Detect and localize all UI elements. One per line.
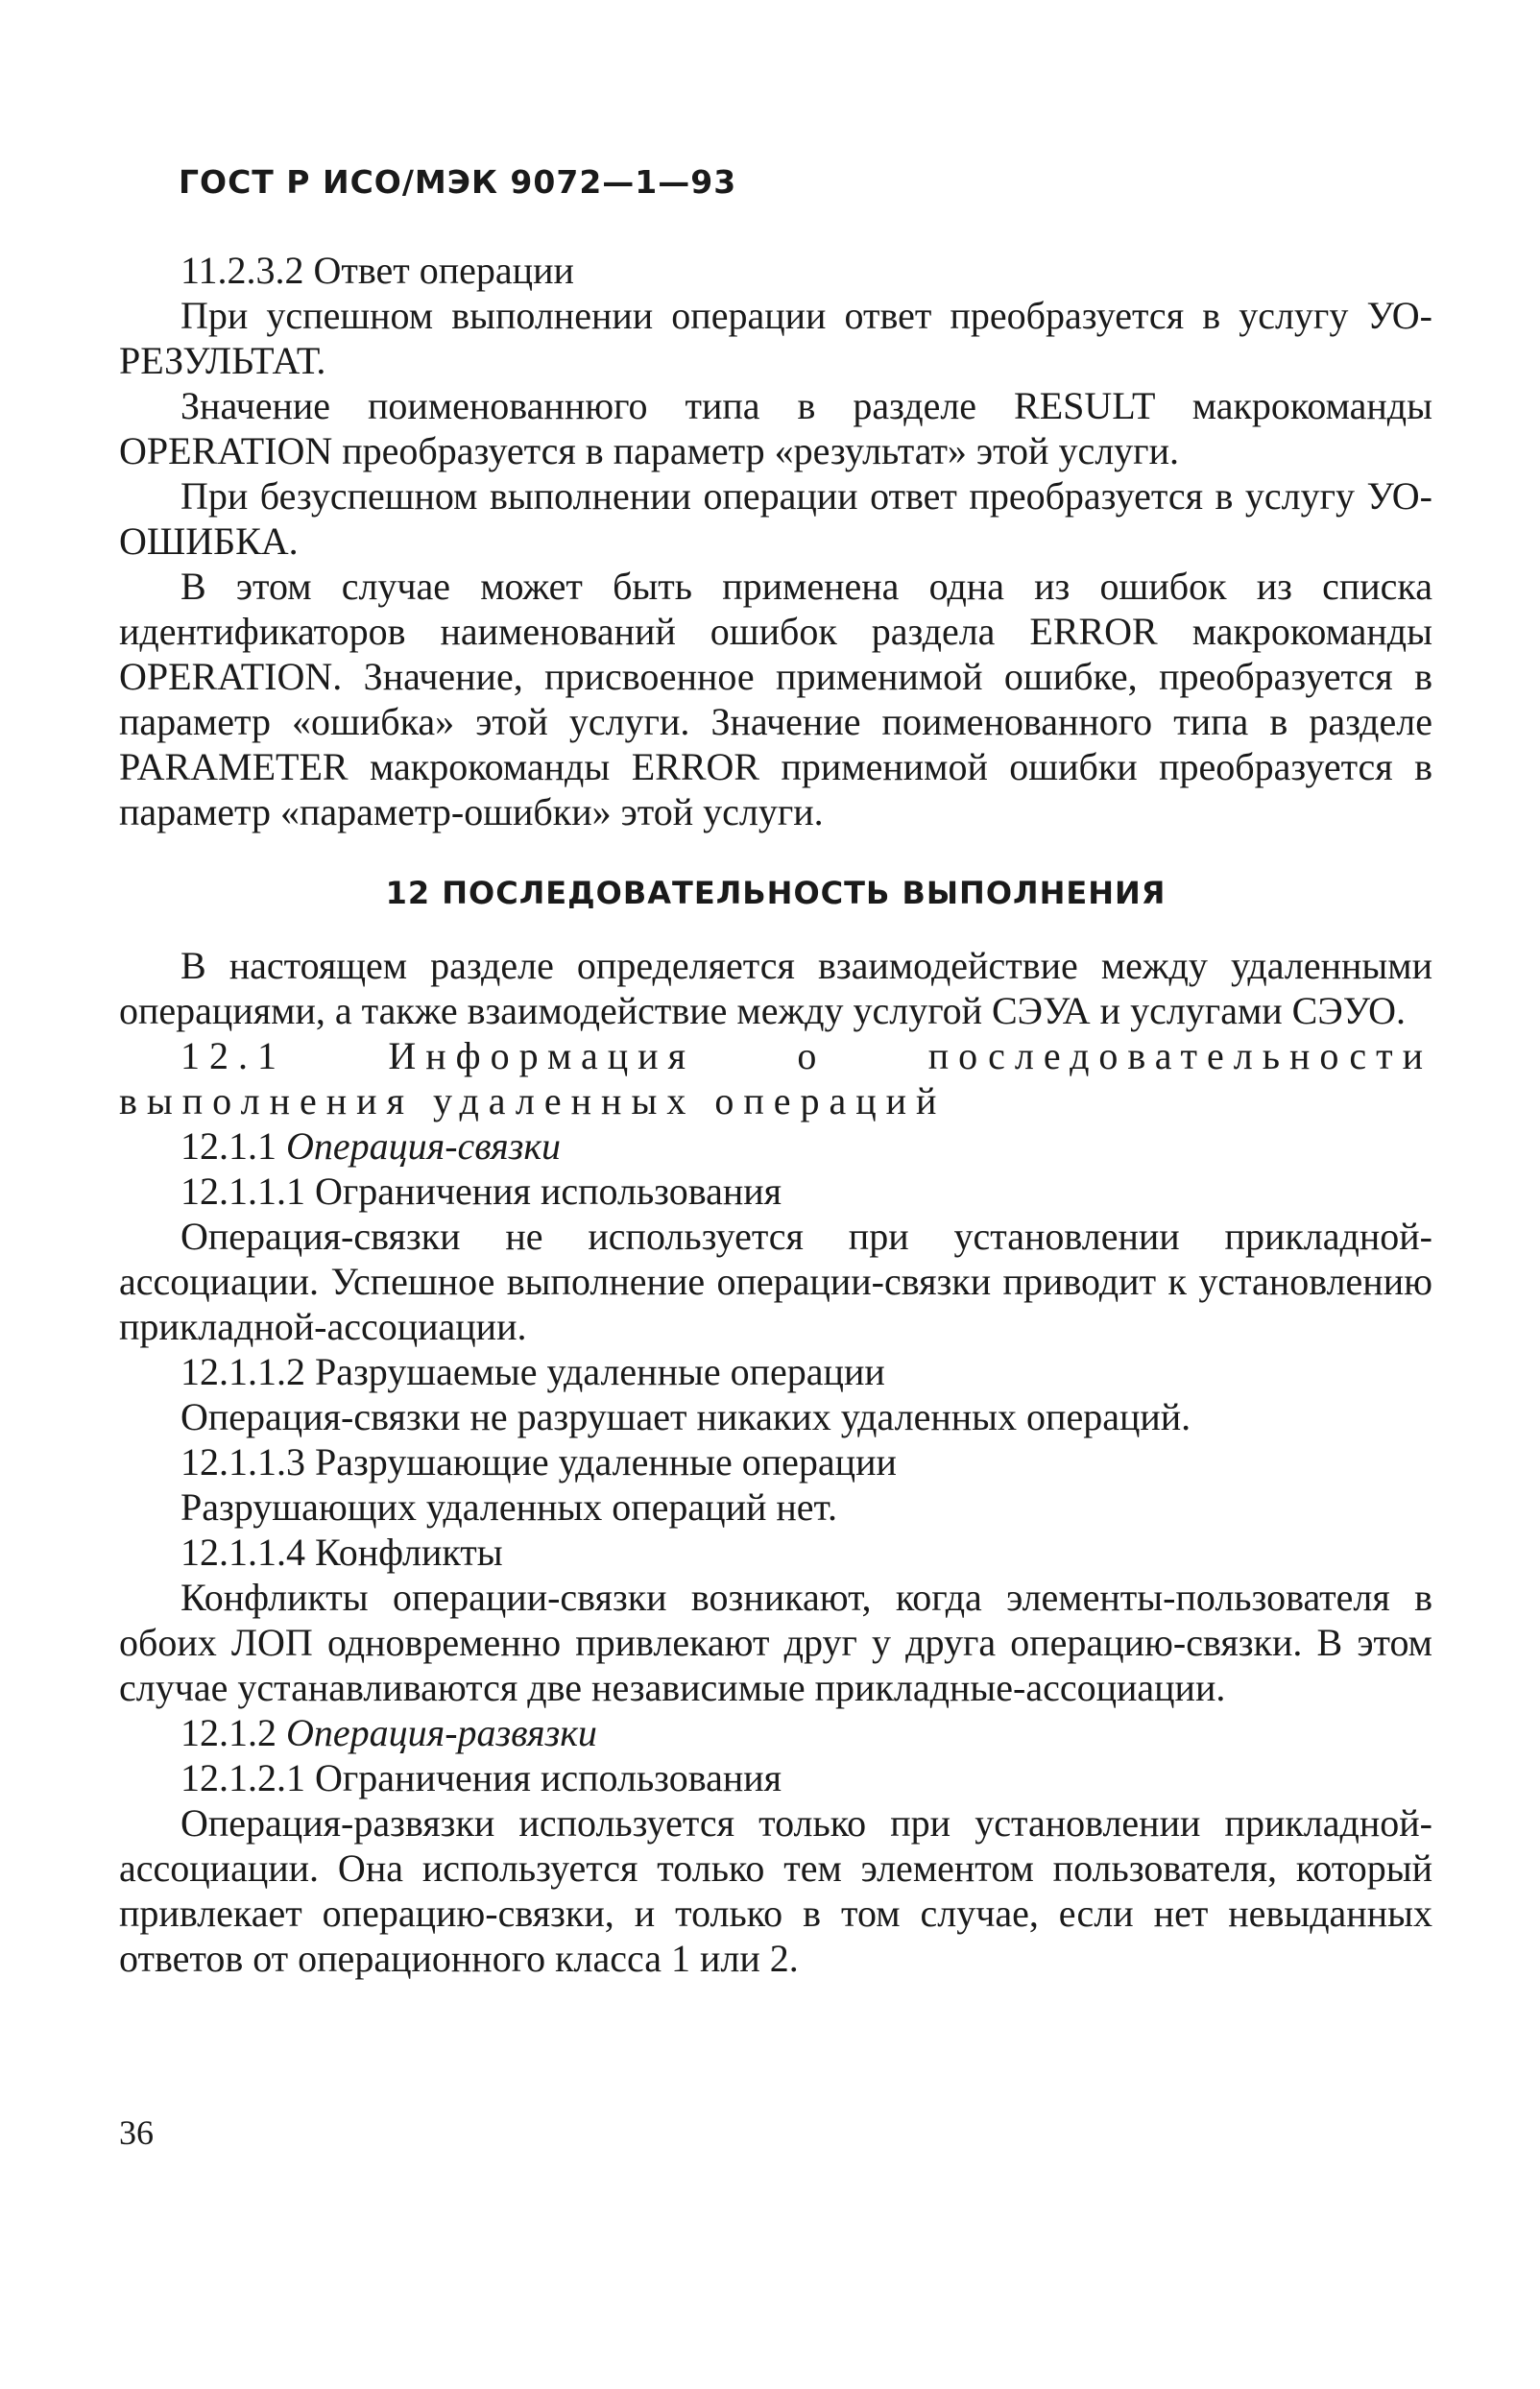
subsection-heading: 12.1.1.4 Конфликты	[180, 1531, 503, 1574]
paragraph: При безуспешном выполнении операции ответ преобразуется в услугу УО-ОШИБКА.	[119, 474, 1432, 563]
subsection-title: Операция-развязки	[286, 1711, 597, 1754]
paragraph: При успешном выполнении операции ответ преобразуется в услугу УО-РЕЗУЛЬТАТ.	[119, 294, 1432, 382]
subsection-heading: 12.1.1.2 Разрушаемые удаленные операции	[180, 1350, 885, 1393]
paragraph: Значение поименованнюго типа в разделе RESULT макрокоманды OPERATION преобразуется в параметр «результат» этой услуги.	[119, 384, 1432, 472]
subsection-heading	[119, 1710, 1432, 1755]
subsection-heading: 12.1.2.1 Ограничения использования	[180, 1756, 782, 1799]
subsection-heading	[119, 1123, 1432, 1169]
section-12-body	[119, 943, 1432, 1981]
subsection-title: Операция-связки	[286, 1124, 562, 1168]
subsection-11-2-3-2	[119, 248, 1432, 834]
page-number: 36	[119, 2113, 154, 2152]
spaced-heading: 12.1 Информация о последовательности выполнения удаленных операций	[119, 1034, 1432, 1122]
subsection-heading: 11.2.3.2 Ответ операции	[180, 249, 574, 292]
subsection-number: 12.1.2	[180, 1711, 286, 1754]
document-header: ГОСТ Р ИСО/МЭК 9072—1—93	[179, 163, 737, 201]
paragraph: В настоящем разделе определяется взаимодействие между удаленными операциями, а также взаимодействие между услугой СЭУА и услугами СЭУО.	[119, 944, 1432, 1032]
page-content	[119, 248, 1432, 1981]
paragraph: Конфликты операции-связки возникают, когда элементы-пользователя в обоих ЛОП одновременно привлекают друг у друга операцию-связки. В этом случае устанавливаются две независимые прикладные-ассоциации.	[119, 1576, 1432, 1709]
paragraph: В этом случае может быть применена одна из ошибок из списка идентификаторов наименований ошибок раздела ERROR макрокоманды OPERATION. Значение, присвоенное применимой ошибке, преобразуется в параметр «ошибка» этой услуги. Значение поименованного типа в разделе PARAMETER макрокоманды ERROR применимой ошибки преобразуется в параметр «параметр-ошибки» этой услуги.	[119, 565, 1432, 833]
paragraph: Операция-связки не используется при установлении прикладной-ассоциации. Успешное выполнение операции-связки приводит к установлению прикладной-ассоциации.	[119, 1215, 1432, 1348]
paragraph: Операция-развязки используется только при установлении прикладной-ассоциации. Она используется только тем элементом пользователя, который привлекает операцию-связки, и только в том случае, если нет невыданных ответов от операционного класса 1 или 2.	[119, 1801, 1432, 1980]
section-title: 12 ПОСЛЕДОВАТЕЛЬНОСТЬ ВЫПОЛНЕНИЯ	[385, 875, 1167, 911]
paragraph: Разрушающих удаленных операций нет.	[180, 1485, 838, 1529]
paragraph: Операция-связки не разрушает никаких удаленных операций.	[180, 1395, 1191, 1438]
subsection-heading: 12.1.1.3 Разрушающие удаленные операции	[180, 1440, 897, 1484]
subsection-number: 12.1.1	[180, 1124, 286, 1168]
subsection-heading: 12.1.1.1 Ограничения использования	[180, 1170, 782, 1213]
